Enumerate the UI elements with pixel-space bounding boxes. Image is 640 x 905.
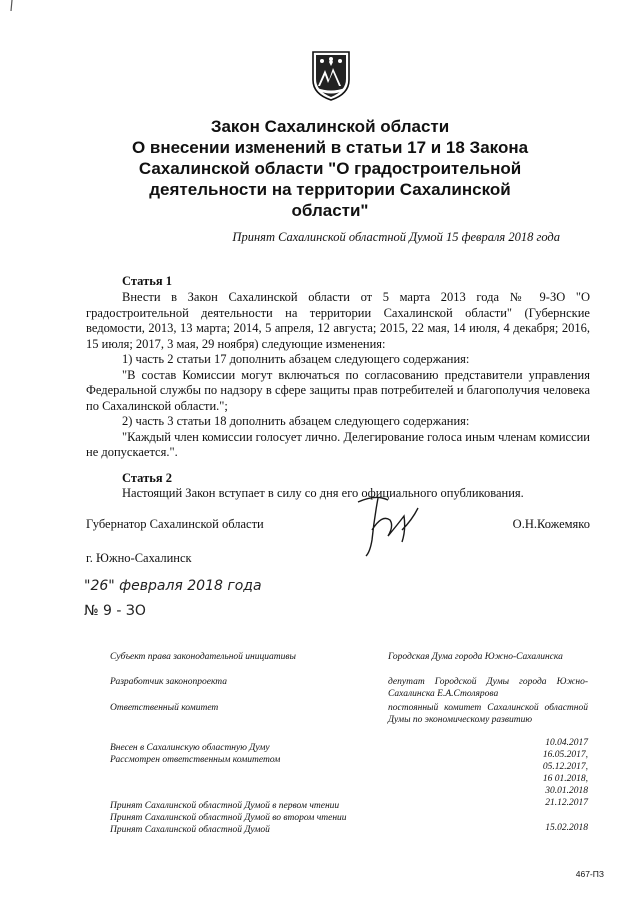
article-paragraph: "Каждый член комиссии голосует лично. Делегирование голоса иным членам комиссии не допускается.".: [86, 429, 590, 459]
article-paragraph: Настоящий Закон вступает в силу со дня его официального опубликования.: [122, 486, 524, 500]
law-number: № 9 - ЗО: [84, 603, 146, 619]
meta-committee-label: Ответственный комитет: [110, 703, 219, 713]
meta-initiative-value: Городская Дума города Южно-Сахалинска: [388, 652, 563, 662]
article-1-body: [86, 290, 590, 461]
meta-developer-label: Разработчик законопроекта: [110, 677, 228, 687]
meta-first-reading-label: Принят Сахалинской областной Думой в первом чтении: [110, 801, 340, 811]
governor-name: О.Н.Кожемяко: [512, 517, 590, 531]
meta-introduced-value: 10.04.2017: [545, 738, 588, 748]
title-line: Закон Сахалинской области: [210, 117, 450, 136]
meta-committee-value: постоянный комитет Сахалинской областной Думы по экономическому развитию: [388, 703, 588, 725]
article-1-heading: Статья 1: [122, 274, 172, 288]
meta-reviewed-value: 30.01.2018: [545, 786, 588, 796]
meta-reviewed-value: 16 01.2018,: [542, 774, 588, 784]
meta-final-value: 15.02.2018: [545, 823, 588, 833]
title-line: О внесении изменений в статьи 17 и 18 Закона: [131, 138, 529, 157]
signature-drawing: [348, 490, 428, 560]
article-2-heading: Статья 2: [122, 471, 172, 485]
title-line: Сахалинской области "О градостроительной: [138, 159, 522, 178]
title-line: области": [291, 201, 369, 220]
signing-date: "26" февраля 2018 года: [84, 578, 262, 594]
meta-final-label: Принят Сахалинской областной Думой: [110, 825, 270, 835]
corner-mark: [8, 0, 16, 12]
article-paragraph: "В состав Комиссии могут включаться по согласованию представители управления Федеральной службы по надзору в сфере защиты прав потребителей и благополучия человека по Сахалинской области.";: [86, 367, 590, 413]
coat-of-arms-icon: [309, 50, 353, 102]
adoption-note: Принят Сахалинской областной Думой 15 февраля 2018 года: [232, 230, 560, 244]
meta-developer-value: депутат Городской Думы города Южно-Сахалинска Е.А.Столярова: [388, 677, 588, 699]
article-paragraph: 2) часть 3 статьи 18 дополнить абзацем следующего содержания:: [122, 414, 470, 428]
article-paragraph: 1) часть 2 статьи 17 дополнить абзацем следующего содержания:: [122, 352, 470, 366]
meta-introduced-label: Внесен в Сахалинскую областную Думу: [110, 743, 270, 753]
law-title: [120, 116, 540, 221]
meta-first-reading-value: 21.12.2017: [545, 798, 588, 808]
meta-second-reading-label: Принят Сахалинской областной Думой во втором чтении: [110, 813, 347, 823]
article-paragraph: Внести в Закон Сахалинской области от 5 марта 2013 года № 9-ЗО "О градостроительной деятельности на территории Сахалинской области" (Губернские ведомости, 2013, 13 марта; 2014, 5 апреля, 12 августа; 2015, 22 мая, 14 июля, 4 декабря; 2016, 15 июля; 2017, 3 мая, 29 ноября) следующие изменения:: [86, 290, 590, 351]
city: г. Южно-Сахалинск: [86, 551, 192, 565]
governor-title: Губернатор Сахалинской области: [86, 517, 264, 531]
title-line: деятельности на территории Сахалинской: [149, 180, 511, 199]
meta-initiative-label: Субъект права законодательной инициативы: [110, 652, 296, 662]
meta-reviewed-label: Рассмотрен ответственным комитетом: [110, 755, 281, 765]
meta-reviewed-value: 16.05.2017,: [542, 750, 588, 760]
article-2-body: [86, 486, 590, 502]
meta-reviewed-value: 05.12.2017,: [542, 762, 588, 772]
signature-row: [86, 517, 590, 533]
document-code: 467-ПЗ: [575, 869, 604, 879]
